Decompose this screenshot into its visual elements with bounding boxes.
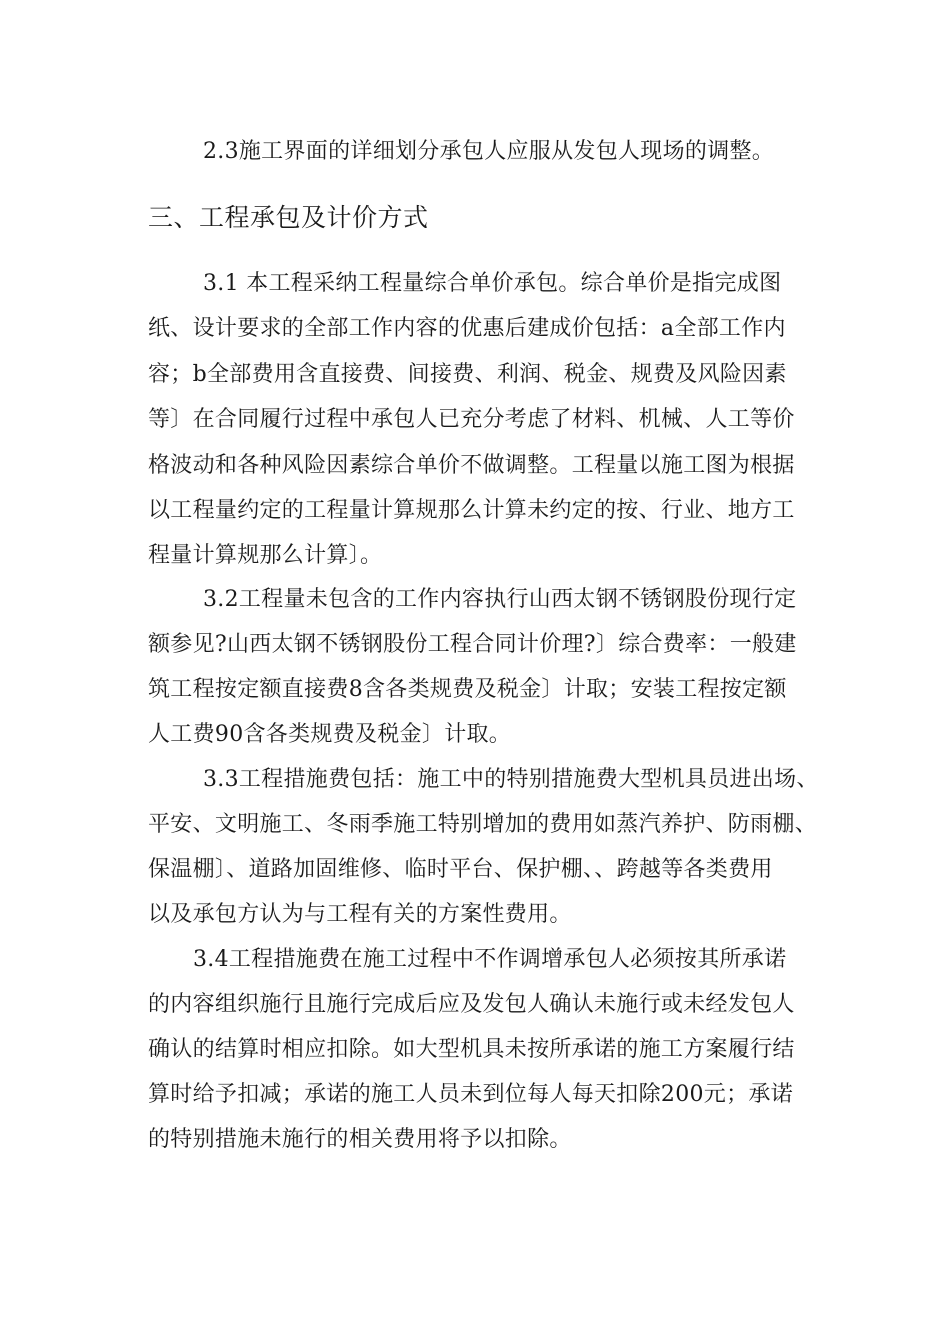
line-3-1-f: 以工程量约定的工程量计算规那么计算未约定的按、行业、地方工 — [148, 498, 795, 523]
line-3-4-d: 算时给予扣减；承诺的施工人员未到位每人每天扣除200元；承诺 — [148, 1082, 793, 1107]
line-3-2-b: 额参见?山西太钢不锈钢股份工程合同计价理?〕综合费率：一般建 — [148, 632, 797, 657]
line-3-3-b: 平安、文明施工、冬雨季施工特别增加的费用如蒸汽养护、防雨棚、 — [148, 812, 818, 837]
line-3-4-b: 的内容组织施行且施行完成后应及发包人确认未施行或未经发包人 — [148, 992, 795, 1017]
line-3-3-a: 3.3工程措施费包括：施工中的特别措施费大型机具员进出场、 — [203, 767, 819, 792]
line-3-3-d: 以及承包方认为与工程有关的方案性费用。 — [148, 902, 572, 927]
section-heading: 三、工程承包及计价方式 — [148, 203, 429, 232]
line-3-1-e: 格波动和各种风险因素综合单价不做调整。工程量以施工图为根据 — [148, 453, 795, 478]
line-3-1-c: 容；b全部费用含直接费、间接费、利润、税金、规费及风险因素 — [148, 362, 787, 387]
line-3-1-d: 等〕在合同履行过程中承包人已充分考虑了材料、机械、人工等价 — [148, 407, 795, 432]
line-3-1-b: 纸、设计要求的全部工作内容的优惠后建成价包括：a全部工作内 — [148, 316, 786, 341]
line-3-1-a: 3.1 本工程采纳工程量综合单价承包。综合单价是指完成图 — [203, 271, 782, 296]
line-3-2-a: 3.2工程量未包含的工作内容执行山西太钢不锈钢股份现行定 — [203, 587, 797, 612]
line-3-3-c: 保温棚〕、道路加固维修、临时平台、保护棚、、跨越等各类费用 — [148, 857, 773, 882]
line-3-4-c: 确认的结算时相应扣除。如大型机具未按所承诺的施工方案履行结 — [148, 1037, 795, 1062]
line-3-2-d: 人工费90含各类规费及税金〕计取。 — [148, 722, 512, 747]
line-3-4-e: 的特别措施未施行的相关费用将予以扣除。 — [148, 1127, 572, 1152]
line-3-2-c: 筑工程按定额直接费8含各类规费及税金〕计取；安装工程按定额 — [148, 677, 787, 702]
line-3-1-g: 程量计算规那么计算〕。 — [148, 543, 383, 568]
line-3-4-a: 3.4工程措施费在施工过程中不作调增承包人必须按其所承诺 — [193, 947, 787, 972]
line-2-3: 2.3施工界面的详细划分承包人应服从发包人现场的调整。 — [203, 139, 775, 164]
